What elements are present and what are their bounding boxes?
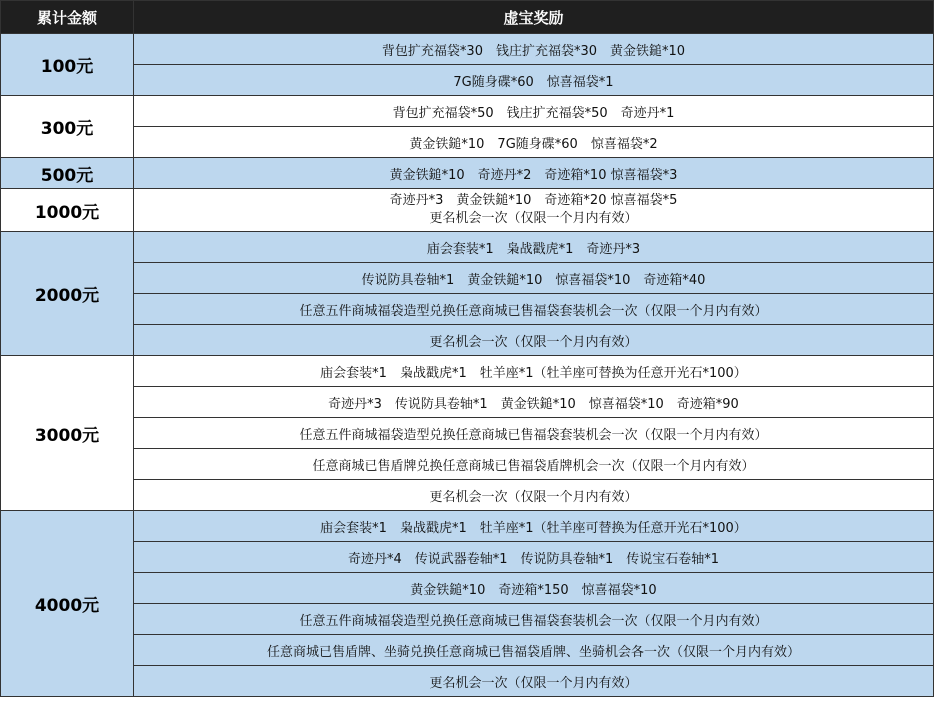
reward-cell: 庙会套装*1 枭战戳虎*1 奇迹丹*3	[134, 232, 934, 263]
tier-row	[1, 263, 934, 294]
tier-row	[1, 356, 934, 387]
tier-amount: 1000元	[1, 189, 134, 232]
tier-amount: 3000元	[1, 356, 134, 511]
tier-row	[1, 604, 934, 635]
tier-row	[1, 294, 934, 325]
tier-row	[1, 418, 934, 449]
tier-amount: 300元	[1, 96, 134, 158]
reward-cell: 庙会套装*1 枭战戳虎*1 牡羊座*1（牡羊座可替换为任意开光石*100）	[134, 511, 934, 542]
reward-line: 奇迹丹*3 黄金铁鎚*10 奇迹箱*20 惊喜福袋*5	[389, 193, 678, 208]
tier-row	[1, 449, 934, 480]
tier-row	[1, 542, 934, 573]
tier-row	[1, 573, 934, 604]
reward-cell	[134, 189, 934, 232]
tier-row	[1, 65, 934, 96]
reward-column-header: 虚宝奖励	[134, 1, 934, 34]
tier-row	[1, 189, 934, 232]
reward-cell: 更名机会一次（仅限一个月内有效）	[134, 666, 934, 697]
reward-cell: 传说防具卷轴*1 黄金铁鎚*10 惊喜福袋*10 奇迹箱*40	[134, 263, 934, 294]
reward-cell: 庙会套装*1 枭战戳虎*1 牡羊座*1（牡羊座可替换为任意开光石*100）	[134, 356, 934, 387]
reward-cell: 任意商城已售盾牌兑换任意商城已售福袋盾牌机会一次（仅限一个月内有效）	[134, 449, 934, 480]
tier-row	[1, 127, 934, 158]
tier-row	[1, 480, 934, 511]
reward-cell: 更名机会一次（仅限一个月内有效）	[134, 480, 934, 511]
reward-cell: 7G随身碟*60 惊喜福袋*1	[134, 65, 934, 96]
reward-cell: 背包扩充福袋*50 钱庄扩充福袋*50 奇迹丹*1	[134, 96, 934, 127]
reward-cell: 任意五件商城福袋造型兑换任意商城已售福袋套装机会一次（仅限一个月内有效）	[134, 294, 934, 325]
tier-row	[1, 325, 934, 356]
reward-cell: 黄金铁鎚*10 奇迹箱*150 惊喜福袋*10	[134, 573, 934, 604]
tier-amount: 500元	[1, 158, 134, 189]
reward-cell: 背包扩充福袋*30 钱庄扩充福袋*30 黄金铁鎚*10	[134, 34, 934, 65]
reward-cell: 黄金铁鎚*10 7G随身碟*60 惊喜福袋*2	[134, 127, 934, 158]
tier-row	[1, 511, 934, 542]
reward-cell: 奇迹丹*4 传说武器卷轴*1 传说防具卷轴*1 传说宝石卷轴*1	[134, 542, 934, 573]
header-row	[1, 1, 934, 34]
reward-cell: 奇迹丹*3 传说防具卷轴*1 黄金铁鎚*10 惊喜福袋*10 奇迹箱*90	[134, 387, 934, 418]
reward-cell: 任意五件商城福袋造型兑换任意商城已售福袋套装机会一次（仅限一个月内有效）	[134, 418, 934, 449]
reward-cell: 任意商城已售盾牌、坐骑兑换任意商城已售福袋盾牌、坐骑机会各一次（仅限一个月内有效）	[134, 635, 934, 666]
tier-amount: 100元	[1, 34, 134, 96]
tier-row	[1, 158, 934, 189]
reward-cell: 黄金铁鎚*10 奇迹丹*2 奇迹箱*10 惊喜福袋*3	[134, 158, 934, 189]
reward-cell: 任意五件商城福袋造型兑换任意商城已售福袋套装机会一次（仅限一个月内有效）	[134, 604, 934, 635]
tier-row	[1, 666, 934, 697]
tier-row	[1, 96, 934, 127]
reward-line: 更名机会一次（仅限一个月内有效）	[429, 211, 638, 226]
amount-column-header: 累计金额	[1, 1, 134, 34]
tier-row	[1, 635, 934, 666]
tier-amount: 4000元	[1, 511, 134, 697]
tier-row	[1, 387, 934, 418]
tier-row	[1, 34, 934, 65]
reward-cell: 更名机会一次（仅限一个月内有效）	[134, 325, 934, 356]
tier-row	[1, 232, 934, 263]
tier-amount: 2000元	[1, 232, 134, 356]
